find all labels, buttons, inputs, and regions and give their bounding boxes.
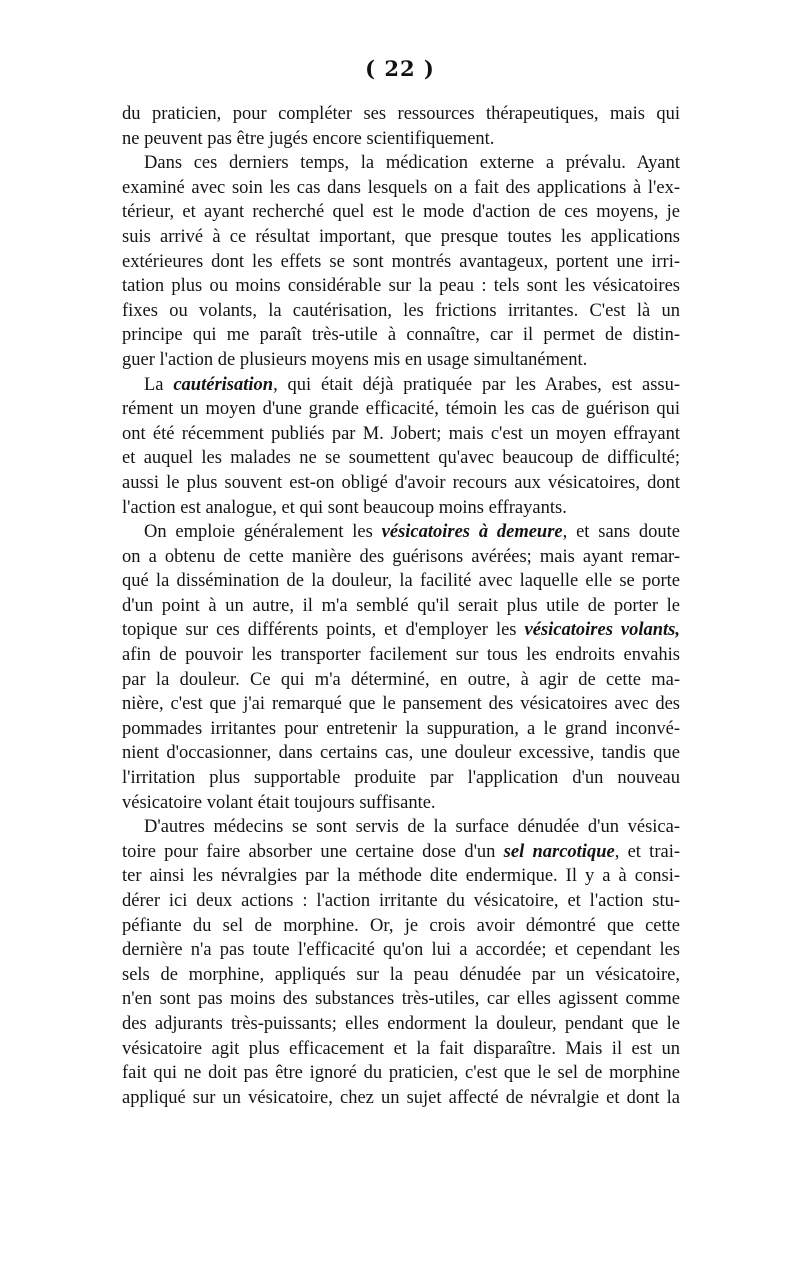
- emphasized-term: cautérisation: [173, 374, 274, 395]
- text-line: D'autres médecins se sont servis de la surface dénudée d'un vésica-: [144, 817, 680, 838]
- text-line: suis arrivé à ce résultat important, que presque toutes les applications: [122, 226, 680, 247]
- text-segment: , et sans doute: [562, 522, 681, 543]
- text-line: nient d'occasionner, dans certains cas, une douleur excessive, tandis que: [122, 743, 680, 764]
- text-line: n'en sont pas moins des substances très-utiles, car elles agissent comme: [122, 989, 680, 1010]
- text-line: nière, c'est que j'ai remarqué que le pansement des vésicatoires avec des: [122, 694, 680, 715]
- emphasized-term: vésicatoires à demeure: [381, 522, 563, 543]
- text-line: l'irritation plus supportable produite par l'application d'un nouveau: [122, 768, 680, 789]
- body-text: [122, 102, 680, 1110]
- page-number: ( 22 ): [365, 56, 435, 81]
- text-line: Dans ces derniers temps, la médication externe a prévalu. Ayant: [144, 153, 680, 174]
- text-line: fait qui ne doit pas être ignoré du praticien, c'est que le sel de morphine: [122, 1063, 680, 1084]
- text-line: [122, 840, 680, 865]
- text-line: vésicatoire agit plus efficacement et la fait disparaître. Mais il est un: [122, 1038, 680, 1059]
- text-line: d'un point à un autre, il m'a semblé qu'il serait plus utile de porter le: [122, 595, 680, 616]
- text-line: l'action est analogue, et qui sont beaucoup moins effrayants.: [122, 497, 567, 518]
- text-line: dérer ici deux actions : l'action irritante du vésicatoire, et l'action stu-: [122, 891, 680, 911]
- text-line: vésicatoire volant était toujours suffisante.: [122, 792, 436, 813]
- text-line: appliqué sur un vésicatoire, chez un sujet affecté de névralgie et dont la: [122, 1087, 680, 1108]
- text-line: ter ainsi les névralgies par la méthode dite endermique. Il y a à consi-: [122, 866, 680, 887]
- text-line: dernière n'a pas toute l'efficacité qu'on lui a accordée; et cependant les: [122, 940, 680, 961]
- emphasized-term: sel narcotique: [503, 841, 615, 862]
- text-line: [122, 373, 680, 398]
- text-segment: On emploie généralement les: [144, 522, 382, 543]
- text-segment: , et trai-: [614, 841, 680, 862]
- text-line: térieur, et ayant recherché quel est le mode d'action de ces moyens, je: [122, 202, 680, 223]
- text-line: on a obtenu de cette manière des guérisons avérées; mais ayant remar-: [122, 546, 680, 567]
- text-line: [122, 618, 680, 643]
- text-segment: La: [144, 374, 174, 395]
- text-line: fixes ou volants, la cautérisation, les frictions irritantes. C'est là un: [122, 300, 680, 321]
- text-line: par la douleur. Ce qui m'a déterminé, en outre, à agir de cette ma-: [122, 669, 680, 690]
- text-segment: toire pour faire absorber une certaine dose d'un: [122, 841, 504, 862]
- text-line: tation plus ou moins considérable sur la peau : tels sont les vésicatoires: [122, 276, 680, 297]
- text-line: [122, 520, 680, 545]
- text-line: rément un moyen d'une grande efficacité, témoin les cas de guérison qui: [122, 399, 680, 420]
- text-line: ne peuvent pas être jugés encore scientifiquement.: [122, 128, 495, 149]
- text-line: qué la dissémination de la douleur, la facilité avec laquelle elle se porte: [122, 571, 680, 592]
- text-line: du praticien, pour compléter ses ressources thérapeutiques, mais qui: [122, 104, 680, 124]
- text-line: ont été récemment publiés par M. Jobert; mais c'est un moyen effrayant: [122, 423, 680, 444]
- text-line: extérieures dont les effets se sont montrés avantageux, portent une irri-: [122, 251, 680, 272]
- text-line: aussi le plus souvent est-on obligé d'avoir recours aux vésicatoires, dont: [122, 472, 680, 493]
- text-line: principe qui me paraît très-utile à connaître, car il permet de distin-: [122, 325, 680, 346]
- text-line: afin de pouvoir les transporter facilement sur tous les endroits envahis: [122, 645, 680, 666]
- text-segment: topique sur ces différents points, et d'employer les: [122, 620, 525, 641]
- text-line: des adjurants très-puissants; elles endorment la douleur, pendant que le: [122, 1013, 680, 1034]
- text-line: examiné avec soin les cas dans lesquels on a fait des applications à l'ex-: [122, 177, 680, 198]
- text-line: pommades irritantes pour entretenir la suppuration, a le grand inconvé-: [122, 718, 680, 739]
- text-line: guer l'action de plusieurs moyens mis en usage simultanément.: [122, 349, 588, 370]
- emphasized-term: vésicatoires volants,: [524, 620, 681, 641]
- text-line: et auquel les malades ne se soumettent qu'avec beaucoup de difficulté;: [122, 448, 680, 469]
- text-line: sels de morphine, appliqués sur la peau dénudée par un vésicatoire,: [122, 964, 680, 985]
- text-line: péfiante du sel de morphine. Or, je crois avoir démontré que cette: [122, 915, 680, 936]
- text-segment: , qui était déjà pratiquée par les Arabes, est assu-: [273, 374, 680, 395]
